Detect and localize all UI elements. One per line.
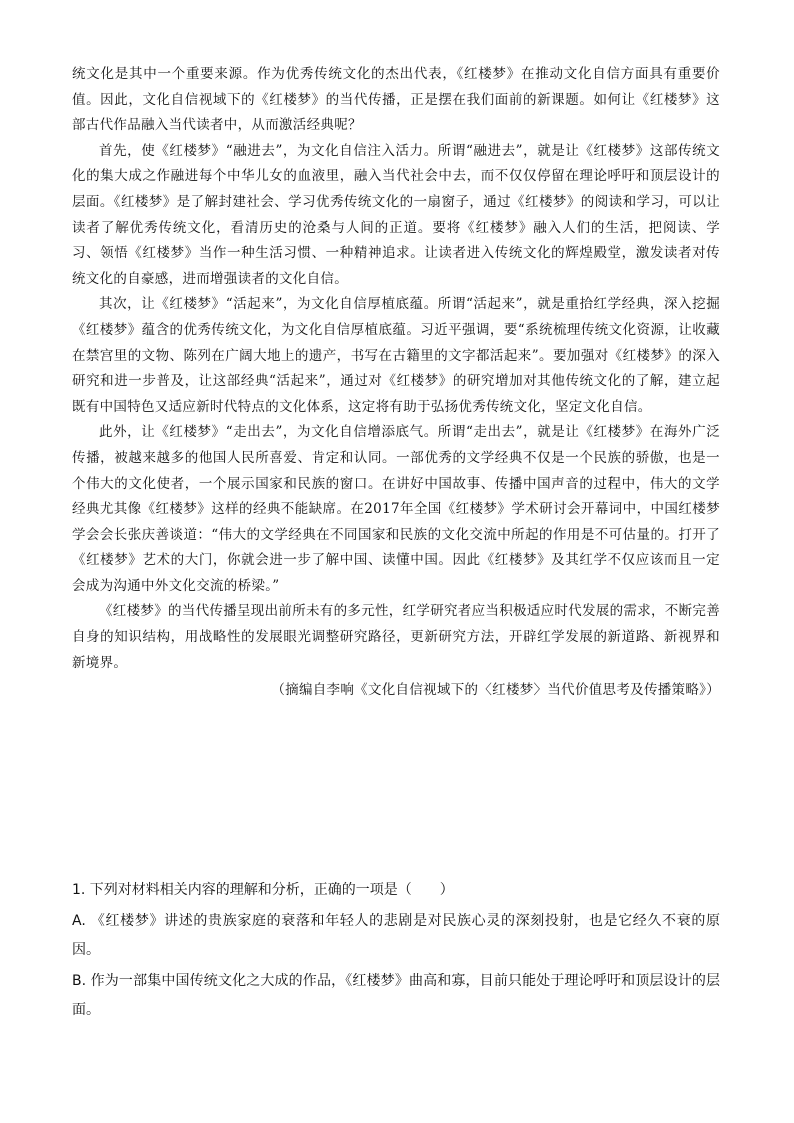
option-a: A. 《红楼梦》讲述的贵族家庭的衰落和年轻人的悲剧是对民族心灵的深刻投射，也是它经久不衰的原因。 <box>72 913 720 958</box>
passage-paragraph: 《红楼梦》的当代传播呈现出前所未有的多元性，红学研究者应当积极适应时代发展的需求，不断完善自身的知识结构，用战略性的发展眼光调整研究路径，更新研究方法，开辟红学发展的新道路、新视界和新境界。 <box>72 603 720 671</box>
question-stem: 1. 下列对材料相关内容的理解和分析，正确的一项是（ ） <box>72 882 454 898</box>
passage-paragraph: 此外，让《红楼梦》“走出去”，为文化自信增添底气。所谓“走出去”，就是让《红楼梦》在海外广泛传播，被越来越多的他国人民所喜爱、肯定和认同。一部优秀的文学经典不仅是一个民族的骄傲，也是一个伟大的文化使者，一个展示国家和民族的窗口。在讲好中国故事、传播中国声音的过程中，伟大的文学经典尤其像《红楼梦》这样的经典不能缺席。在2017年全国《红楼梦》学术研讨会开幕词中，中国红楼梦学会会长张庆善谈道：“伟大的文学经典在不同国家和民族的文化交流中所起的作用是不可估量的。打开了《红楼梦》艺术的大门，你就会进一步了解中国、读懂中国。因此《红楼梦》及其红学不仅应该而且一定会成为沟通中外文化交流的桥梁。” <box>72 424 720 594</box>
question-block <box>72 876 720 1025</box>
passage-paragraph: 其次，让《红楼梦》“活起来”，为文化自信厚植底蕴。所谓“活起来”，就是重拾红学经典，深入挖掘《红楼梦》蕴含的优秀传统文化，为文化自信厚植底蕴。习近平强调，要“系统梳理传统文化资源，让收藏在禁宫里的文物、陈列在广阔大地上的遗产，书写在古籍里的文字都活起来”。要加强对《红楼梦》的深入研究和进一步普及，让这部经典“活起来”，通过对《红楼梦》的研究增加对其他传统文化的了解，建立起既有中国特色又适应新时代特点的文化体系，这定将有助于弘扬优秀传统文化，坚定文化自信。 <box>72 296 720 415</box>
passage-paragraph: 首先，使《红楼梦》“融进去”，为文化自信注入活力。所谓“融进去”，就是让《红楼梦》这部传统文化的集大成之作融进每个中华儿女的血液里，融入当代社会中去，而不仅仅停留在理论呼吁和顶层设计的层面。《红楼梦》是了解封建社会、学习优秀传统文化的一扇窗子，通过《红楼梦》的阅读和学习，可以让读者了解优秀传统文化，看清历史的沧桑与人间的正道。要将《红楼梦》融入人们的生活，把阅读、学习、领悟《红楼梦》当作一种生活习惯、一种精神追求。让读者进入传统文化的辉煌殿堂，激发读者对传统文化的自豪感，进而增强读者的文化自信。 <box>72 142 720 287</box>
reading-passage <box>72 62 720 704</box>
passage-paragraph: 统文化是其中一个重要来源。作为优秀传统文化的杰出代表，《红楼梦》在推动文化自信方面具有重要价值。因此，文化自信视域下的《红楼梦》的当代传播，正是摆在我们面前的新课题。如何让《红楼梦》这部古代作品融入当代读者中，从而激活经典呢？ <box>72 66 720 134</box>
option-b: B. 作为一部集中国传统文化之大成的作品，《红楼梦》曲高和寡，目前只能处于理论呼吁和顶层设计的层面。 <box>72 973 720 1018</box>
passage-source: （摘编自李响《文化自信视域下的〈红楼梦〉当代价值思考及传播策略》） <box>271 682 720 699</box>
